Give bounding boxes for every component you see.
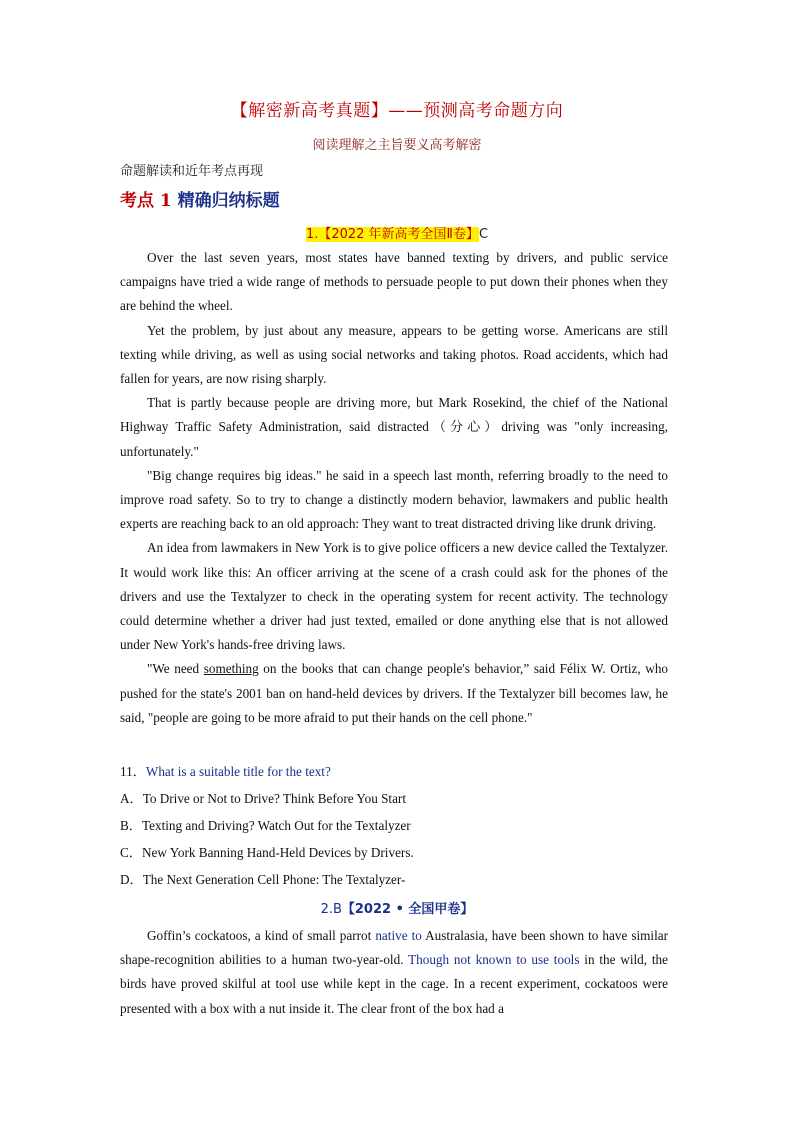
- kaodian-title: 精确归纳标题: [177, 191, 280, 211]
- q2-header: [0, 898, 794, 917]
- q2-text-3: Australasia, have been shown to have similar shape-recognition abilities to a human two-year-old.: [120, 928, 668, 968]
- page-title: 【解密新高考真题】——预测高考命题方向: [230, 101, 564, 121]
- q1-paragraph-5: An idea from lawmakers in New York is to give police officers a new device called the Textalyzer. It would work like this: An officer arriving at the scene of a crash could ask for the phones of the drivers and use the Textalyzer to check in the operating system for recent activity. The technology could determine whether a driver had just texted, emailed or done anything else that is not allowed under New York's hands-free driving laws.: [120, 540, 668, 653]
- q2-text-native: native to: [375, 928, 422, 943]
- kaodian-prefix: 考点 1: [120, 191, 172, 211]
- question-stem: [120, 758, 668, 785]
- kaodian-heading: [120, 186, 280, 211]
- q1-paragraph-3: That is partly because people are driving more, but Mark Rosekind, the chief of the National Highway Traffic Safety Administration, said distracted（分心）driving was "only increasing, unfortunately.": [120, 395, 668, 459]
- q1-p6-after: on the books that can change people's behavior,” said Félix W. Ortiz, who pushed for the state's 2001 ban on hand-held devices by drivers. If the Textalyzer bill becomes law, he said, "people are going to be more afraid to put their hands on the cell phone.": [120, 661, 669, 725]
- q1-passage: [120, 246, 668, 730]
- option-d: D．The Next Generation Cell Phone: The Textalyzer-: [120, 872, 406, 887]
- q2-paragraph-1: [120, 924, 668, 1021]
- q1-question-block: [120, 758, 668, 893]
- option-c: C．New York Banning Hand-Held Devices by Drivers.: [120, 845, 414, 860]
- section-label: 命题解读和近年考点再现: [120, 164, 264, 179]
- option-a: A．To Drive or Not to Drive? Think Before You Start: [120, 791, 406, 806]
- q1-header: [0, 223, 794, 242]
- q1-source: 【2022 年新高考全国Ⅱ卷】: [318, 227, 479, 242]
- q2-passage: [120, 924, 668, 1021]
- q1-number: 1.: [305, 227, 319, 242]
- q1-answer: C: [478, 227, 489, 242]
- q1-paragraph-2: Yet the problem, by just about any measure, appears to be getting worse. Americans are still texting while driving, as well as using social networks and taking photos. Road accidents, which had fallen for years, are now rising sharply.: [120, 322, 668, 387]
- q2-text-tools: Though not known to use tools: [408, 952, 580, 968]
- q1-p6-before: "We need: [147, 661, 204, 677]
- question-text: What is a suitable title for the text?: [145, 764, 331, 779]
- q1-paragraph-1: Over the last seven years, most states have banned texting by drivers, and public service campaigns have tried a wide range of methods to persuade people to put down their phones when they are behind the wheel.: [120, 250, 668, 314]
- option-b: B．Texting and Driving? Watch Out for the Textalyzer: [120, 818, 411, 833]
- q1-paragraph-4: "Big change requires big ideas." he said in a speech last month, referring broadly to the need to improve road safety. So to try to change a distinctly modern behavior, lawmakers and public health experts are reaching back to an old approach: They want to treat distracted driving like drunk driving.: [120, 467, 668, 532]
- q2-source: 【2022 • 全国甲卷】: [341, 902, 474, 917]
- q1-paragraph-6: [120, 657, 668, 730]
- question-number: 11．: [120, 764, 146, 779]
- page-subtitle: 阅读理解之主旨要义高考解密: [312, 138, 482, 153]
- q1-p6-underlined: something: [203, 661, 259, 677]
- q2-text-5: in the wild, the birds have proved skilful at tool use while kept in the cage. In a recent experiment, cockatoos were presented with a box with a nut inside it. The clear front of the box had a: [120, 952, 668, 1016]
- q2-number-answer: 2.B: [320, 902, 342, 917]
- q2-text-1: Goffin’s cockatoos, a kind of small parrot: [147, 928, 376, 943]
